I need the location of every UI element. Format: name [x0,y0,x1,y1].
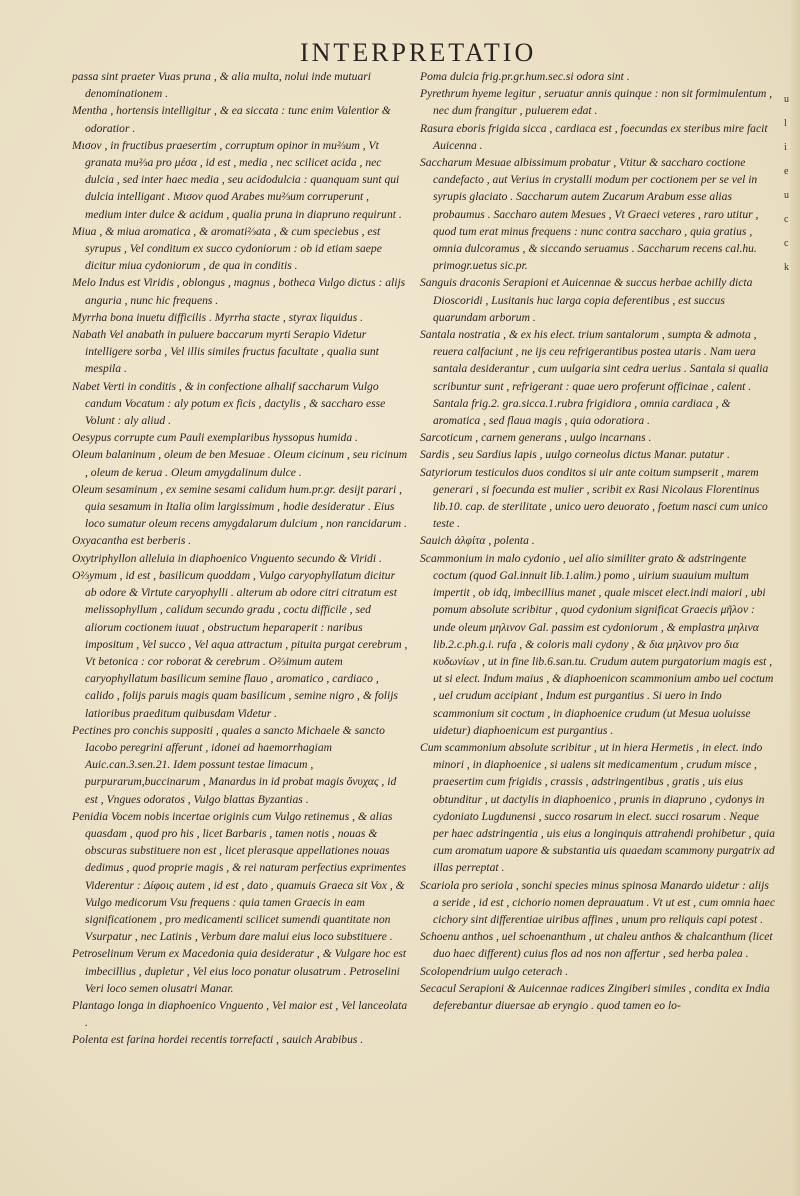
entry-paragraph: O⅔ymum , id est , basilicum quoddam , Vulgo caryophyllatum dicitur ab odore & Virtute caryophylli . alterum ab odore citri citratum est melissophyllum , calidum secundo gradu , coctu difficile , sed aliorum coctionem iuuat , obstructum heparaperit : naribus impositum , Vel succo , Vel aqua attractum , pituita purgat cerebrum , Vt betonica : cor roborat & cerebrum . O⅔imum autem caryophyllatum basilicum semine flauo , aromatico , cardiaco , calido , folijs paruis magis quam basilicum , semine nigro , & folijs latioribus praeditum quibusdam Videtur . [72,568,408,720]
entry-paragraph: Oleum balaninum , oleum de ben Mesuae . Oleum cicinum , seu ricinum , oleum de kerua . Oleum amygdalinum dulce . [72,448,408,479]
entry-paragraph: Nabet Verti in conditis , & in confectione alhalif saccharum Vulgo candum Vocatum : aly potum ex ficis , dactylis , & saccharo esse Volunt : aly aliud . [72,379,386,428]
left-column [72,68,408,1049]
margin-mark: c [784,238,789,249]
entry-paragraph: Oxyacantha est berberis . [72,534,192,548]
margin-mark: e [784,166,789,177]
entry-paragraph: Pyrethrum hyeme legitur , seruatur annis quinque : non sit formimulentum , nec dum frangitur , puluerem edat . [420,87,773,118]
margin-mark: i [784,142,787,153]
entry-paragraph: Myrrha bona inuetu difficilis . Myrrha stacte , styrax liquidus . [72,310,364,324]
margin-mark: l [784,118,787,129]
entry-paragraph: Nabath Vel anabath in puluere baccarum myrti Serapio Videtur intelligere sorba , Vel illis similes fructus facultate , qualia sunt mespila . [72,328,379,376]
margin-mark: u [784,94,789,105]
running-header: INTERPRETATIO [300,38,537,67]
margin-mark: c [784,214,789,225]
entry-paragraph: Plantago longa in diaphoenico Vnguento , Vel maior est , Vel lanceolata . [72,998,408,1030]
entry-paragraph: Rasura eboris frigida sicca , cardiaca est , foecundas ex steribus mire facit Auicenna . [420,121,768,152]
entry-paragraph: Mentha , hortensis intelligitur , & ea siccata : tunc enim Valentior & odoratior . [72,104,391,135]
entry-paragraph: Sauich ἀλφίτα , polenta . [420,534,535,548]
entry-paragraph: Melo Indus est Viridis , oblongus , magnus , botheca Vulgo dictus : alijs anguria , nunc hic frequens . [72,276,406,307]
margin-mark: u [784,190,789,201]
entry-paragraph: Secacul Serapioni & Auicennae radices Zingiberi similes , condita ex India deferebantur diuersae ab eryngio . quod tamen eo lo- [420,981,770,1012]
entry-paragraph: Petroselinum Verum ex Macedonia quia desideratur , & Vulgare hoc est imbecillius , dupletur , Vel eius loco ponatur olusatrum . Petroselini Veri loco semen olusatri Manar. [72,947,407,995]
entry-paragraph: Sardis , seu Sardius lapis , uulgo corneolus dictus Manar. putatur . [420,448,730,462]
entry-paragraph: Scolopendrium uulgo ceterach . [420,964,569,978]
entry-paragraph: Oleum sesaminum , ex semine sesami calidum hum.pr.gr. desijt parari , quia sesamum in Italia olim largissimum , hodie desideratur . Eius loco sumatur oleum recens amygdalarum dulcium , non rancidarum . [72,482,407,531]
entry-paragraph: Miua , & miua aromatica , & aromati⅔ata , & cum speciebus , est syrupus , Vel conditum ex succo cydoniorum : ob id etiam saepe dicitur miua cydoniorum , de qua in conditis . [72,224,382,273]
entry-paragraph: Schoenu anthos , uel schoenanthum , ut chaleu anthos & chalcanthum (licet duo haec different) cuius flos ad nos non affertur , sed herba palea . [420,930,773,961]
right-column [420,68,776,1014]
entry-paragraph: Santala nostratia , & ex his elect. trium santalorum , sumpta & admota , reuera calfaciunt , ne ijs ceu refrigerantibus postea utaris . Nam uera santala desiderantur , cum uulgaria sint cedra uerius . Santala si qualia scribuntur sunt , refrigerant : quae uero proferunt officinae , calent . Santala frig.2. gra.sicca.1.rubra frigidiora , omnia cardiaca , & aromatica , sed flaua magis , quia odoratiora . [420,328,769,428]
page-edge [790,0,800,1196]
entry-paragraph: Penidia Vocem nobis incertae originis cum Vulgo retinemus , & alias quasdam , quod pro his , licet Barbaris , tamen notis , nouas & obscuras substituere non est , licet plerasque appellationes nouas dedimus , quod proprie magis , & rei naturam perfectius exprimentes Viderentur : Δίφοις autem , id est , dato , quamuis Graeca sit Vox , & Vulgo medicorum Vsu frequens : quia tamen Graecis in eam significationem , pro medicamenti scilicet sumendi quantitate non Vsurpatur , nec Latinis , Verbum dare malui eius loco substituere . [72,809,407,944]
entry-paragraph: Saccharum Mesuae albissimum probatur , Vtitur & saccharo coctione candefacto , aut Verius in crystalli modum per coctionem per se vel in syrupis glaciato . Saccharum autem Zucarum Arabum esse alias probaumus . Saccharo autem Mesues , Vt Graeci veteres , raro utitur , quod tum erat minus frequens : nunc contra saccharo , quia gratius , omnia dulcoramus , & siccando seruamus . Saccharum recens cal.hu. primogr.uetus sic.pr. [420,156,759,273]
entry-paragraph: Scammonium in malo cydonio , uel alio similiter grato & adstringente coctum (quod Gal.innuit lib.1.alim.) pomo , uirium suauium multum impertit , ob idq, imbecillius manet , quale miscet elect.indi maiori , ubi pomum absolute scribitur , quod cydonium significat Graecis μῆλον : unde oleum μηλινον Gal. passim est cydoniorum , & emplastra μηλινα lib.2.c.ph.g.i. rufa , & coloris mali cydony , & δια μηλινον pro δια κυδωνίων , ut in fine lib.6.san.tu. Crudum autem purgatorium magis est , ut si elect. Indum maius , & diaphoenicon scammonium ambo uel coctum , uel crudum accipiant , Indum est purgantius . Si uero in Indo scammonium sit coctum , in diaphoenice crudum (ut Mesua uoluisse uidetur) diaphoenicum est purgantius . [420,551,774,737]
entry-paragraph: passa sint praeter Vuas pruna , & alia multa, nolui inde mutuari denominationem . [72,70,371,101]
entry-paragraph: Sanguis draconis Serapioni et Auicennae & succus herbae achilly dicta Dioscoridi , Lusitanis huc larga copia deferentibus , est succus quarundam arborum . [420,276,753,324]
entry-paragraph: Oxytriphyllon alleluia in diaphoenico Vnguento secundo & Viridi . [72,551,382,565]
entry-paragraph: Mισον , in fructibus praesertim , corruptum opinor in mu⅔um , Vt granata mu⅔a pro μέσα , id est , media , nec scilicet acida , nec dulcia , sed inter haec media , seu acidodulcia : quanquam sunt qui dulcia intelligant . Mισον quod Arabes mu⅔um corruperunt , medium inter dulce & acidum , qualia pruna in diapruno requirunt . [72,138,402,221]
entry-paragraph: Poma dulcia frig.pr.gr.hum.sec.si odora sint . [420,70,630,83]
entry-paragraph: Pectines pro conchis suppositi , quales a sancto Michaele & sancto Iacobo peregrini afferunt , idonei ad haemorrhagiam Auic.can.3.sen.21. Idem possunt testae limacum , purpurarum,buccinarum , Manardus in id probat magis ὄνυχας , id est , Vngues odoratos , Vulgo blattas Byzantias . [72,723,397,806]
entry-paragraph: Satyriorum testiculos duos conditos si uir ante coitum sumpserit , marem generari , si foecunda est mulier , scribit ex Rasi Nicolaus Florentinus lib.10. cap. de sterilitate , unico uero deuorato , foetum nasci cum unico teste . [420,465,768,531]
entry-paragraph: Cum scammonium absolute scribitur , ut in hiera Hermetis , in elect. indo minori , in diaphoenice , si ualens sit medicamentum , crudum misce , praesertim cum frigidis , crassis , adstringentibus , gratis , uis eius obtunditur , ut dactylis in diaphoenico , prunis in diapruno , cydonys in cydoniato Lugdunensi , succo rosarum in elect. succi rosarum . Neque per haec adstringentia , uis eius a longinquis attrahendi prohibetur , quia cum aromatum uapore & substantia uis quaedam scammony purgatrix ad illas perreptat . [420,740,775,875]
entry-paragraph: Polenta est farina hordei recentis torrefacti , sauich Arabibus . [72,1033,364,1047]
entry-paragraph: Sarcoticum , carnem generans , uulgo incarnans . [420,431,652,445]
entry-paragraph: Scariola pro seriola , sonchi species minus spinosa Manardo uidetur : alijs a seride , id est , cichorio nomen deprauatum . Vt ut est , cum omnia haec cichory sint differentiae uiribus affines , unum pro reliquis capi potest . [420,878,775,926]
entry-paragraph: Oesypus corrupte cum Pauli exemplaribus hyssopus humida . [72,431,358,445]
margin-mark: k [784,262,789,273]
